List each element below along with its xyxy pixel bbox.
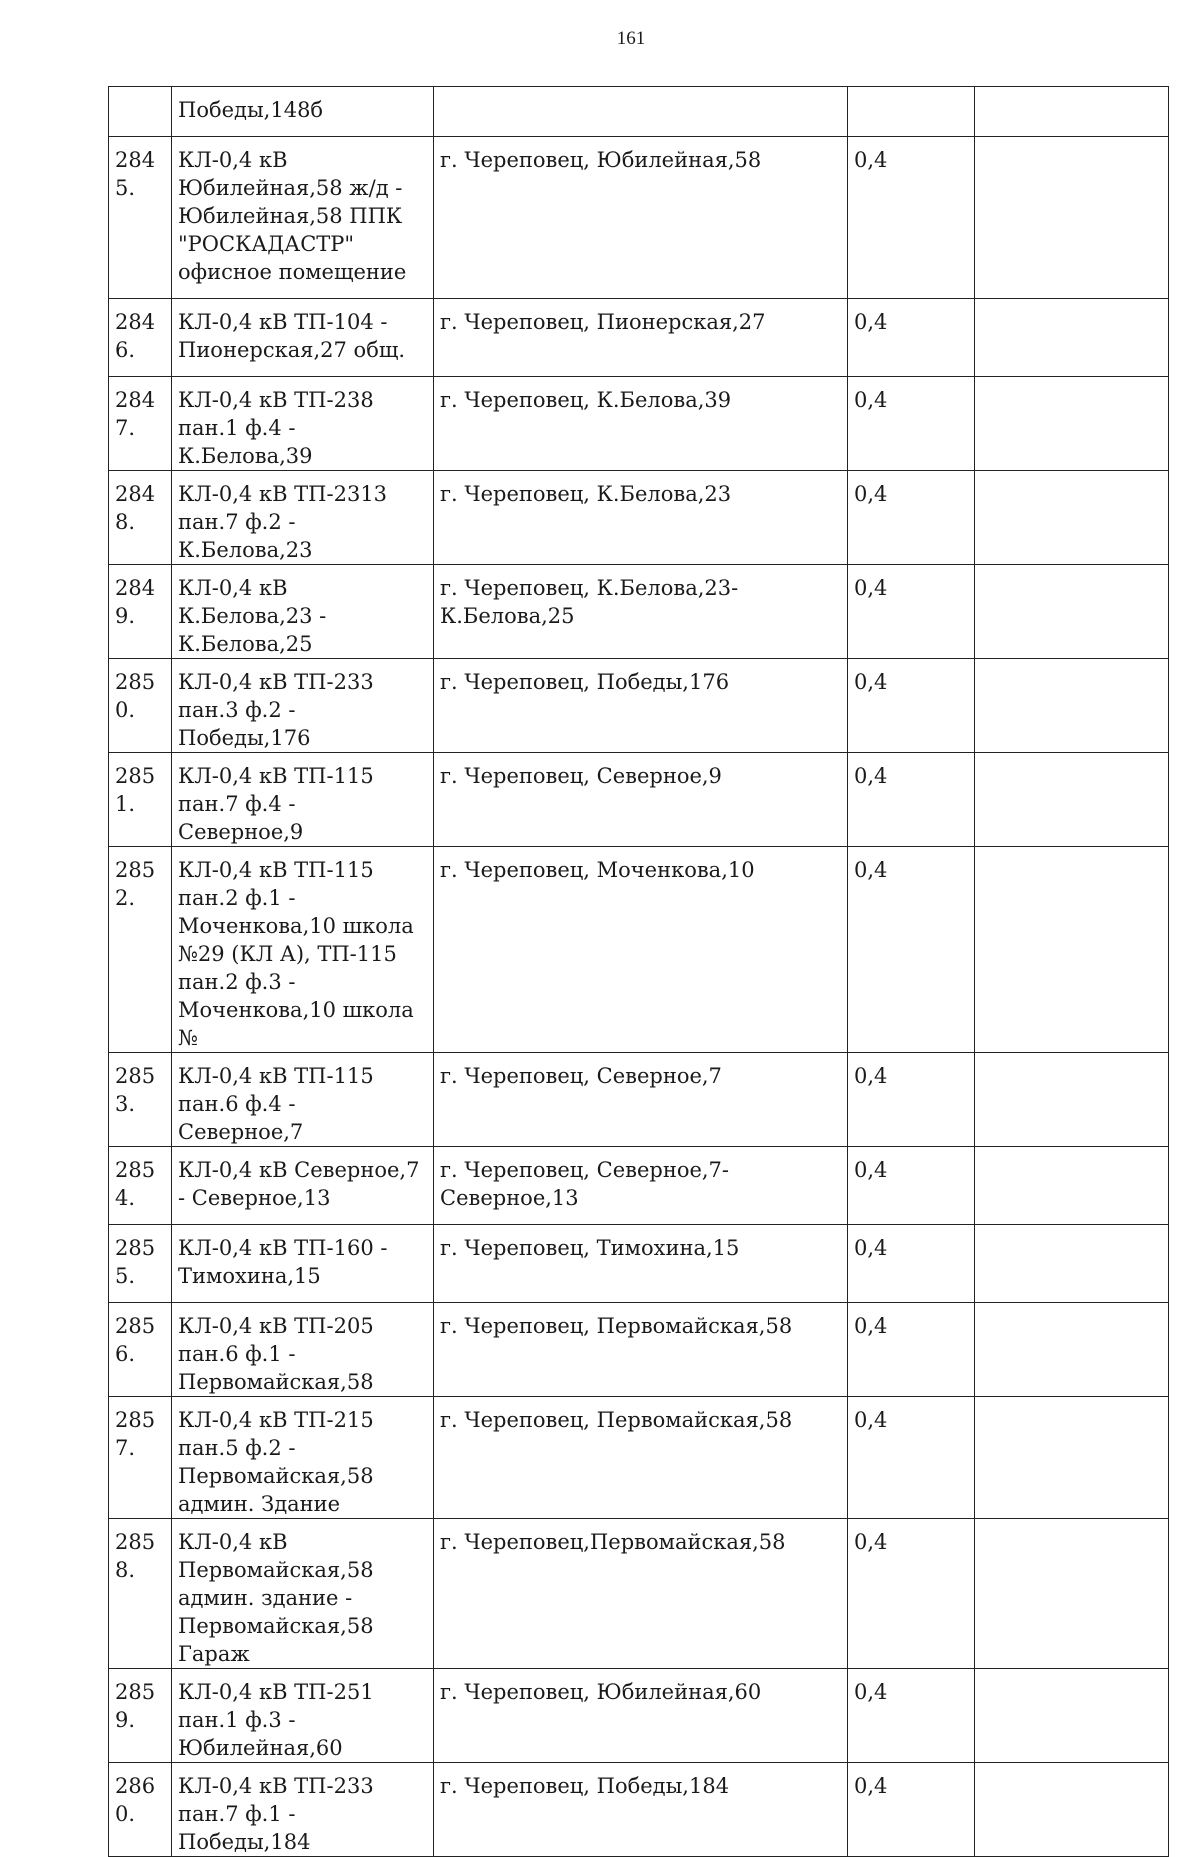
row-number: 2856. [109, 1303, 172, 1397]
line-name: КЛ-0,4 кВ ТП-251 пан.1 ф.3 - Юбилейная,60 [172, 1669, 434, 1763]
table-row [109, 1397, 1169, 1519]
row-number: 2845. [109, 137, 172, 299]
line-voltage: 0,4 [848, 377, 975, 471]
row-number: 2858. [109, 1519, 172, 1669]
line-extra [975, 847, 1169, 1053]
line-voltage: 0,4 [848, 565, 975, 659]
row-number [109, 87, 172, 137]
row-number: 2859. [109, 1669, 172, 1763]
line-voltage: 0,4 [848, 1303, 975, 1397]
line-address: г. Череповец, Пионерская,27 [434, 299, 848, 377]
line-address: г. Череповец, Северное,7 [434, 1053, 848, 1147]
table-row [109, 1147, 1169, 1225]
line-voltage: 0,4 [848, 1225, 975, 1303]
line-extra [975, 1303, 1169, 1397]
line-extra [975, 299, 1169, 377]
line-address: г. Череповец, Юбилейная,58 [434, 137, 848, 299]
line-voltage: 0,4 [848, 1147, 975, 1225]
line-name: КЛ-0,4 кВ ТП-215 пан.5 ф.2 - Первомайская,58 админ. Здание [172, 1397, 434, 1519]
line-extra [975, 565, 1169, 659]
line-extra [975, 753, 1169, 847]
line-address: г. Череповец, Моченкова,10 [434, 847, 848, 1053]
line-voltage: 0,4 [848, 299, 975, 377]
line-voltage: 0,4 [848, 847, 975, 1053]
row-number: 2850. [109, 659, 172, 753]
line-address: г. Череповец, Победы,184 [434, 1763, 848, 1857]
row-number: 2851. [109, 753, 172, 847]
line-name: КЛ-0,4 кВ Юбилейная,58 ж/д - Юбилейная,58 ППК "РОСКАДАСТР" офисное помещение [172, 137, 434, 299]
line-address: г. Череповец, Тимохина,15 [434, 1225, 848, 1303]
table-row [109, 1225, 1169, 1303]
line-name: КЛ-0,4 кВ ТП-115 пан.7 ф.4 - Северное,9 [172, 753, 434, 847]
line-voltage: 0,4 [848, 471, 975, 565]
table-row [109, 299, 1169, 377]
line-name: КЛ-0,4 кВ ТП-104 - Пионерская,27 общ. [172, 299, 434, 377]
line-extra [975, 1225, 1169, 1303]
line-voltage: 0,4 [848, 1519, 975, 1669]
cable-lines-table [108, 86, 1169, 1857]
line-address: г. Череповец, К.Белова,23 [434, 471, 848, 565]
row-number: 2846. [109, 299, 172, 377]
line-name: КЛ-0,4 кВ ТП-160 - Тимохина,15 [172, 1225, 434, 1303]
row-number: 2849. [109, 565, 172, 659]
line-address: г. Череповец, Первомайская,58 [434, 1303, 848, 1397]
table-row [109, 87, 1169, 137]
line-address [434, 87, 848, 137]
line-extra [975, 87, 1169, 137]
line-voltage: 0,4 [848, 1053, 975, 1147]
table-row [109, 377, 1169, 471]
line-name: КЛ-0,4 кВ ТП-115 пан.6 ф.4 - Северное,7 [172, 1053, 434, 1147]
row-number: 2853. [109, 1053, 172, 1147]
line-name: КЛ-0,4 кВ ТП-233 пан.7 ф.1 - Победы,184 [172, 1763, 434, 1857]
row-number: 2857. [109, 1397, 172, 1519]
row-number: 2860. [109, 1763, 172, 1857]
line-name: КЛ-0,4 кВ К.Белова,23 - К.Белова,25 [172, 565, 434, 659]
row-number: 2848. [109, 471, 172, 565]
line-extra [975, 377, 1169, 471]
line-address: г. Череповец, Юбилейная,60 [434, 1669, 848, 1763]
line-name: КЛ-0,4 кВ ТП-205 пан.6 ф.1 - Первомайская,58 [172, 1303, 434, 1397]
table-row [109, 137, 1169, 299]
table-row [109, 753, 1169, 847]
line-extra [975, 1519, 1169, 1669]
line-voltage [848, 87, 975, 137]
row-number: 2855. [109, 1225, 172, 1303]
line-name: КЛ-0,4 кВ Первомайская,58 админ. здание - Первомайская,58 Гараж [172, 1519, 434, 1669]
table-row [109, 1669, 1169, 1763]
line-name: КЛ-0,4 кВ ТП-238 пан.1 ф.4 - К.Белова,39 [172, 377, 434, 471]
line-address: г. Череповец, Первомайская,58 [434, 1397, 848, 1519]
line-name: КЛ-0,4 кВ ТП-115 пан.2 ф.1 - Моченкова,10 школа №29 (КЛ А), ТП-115 пан.2 ф.3 - Моченкова,10 школа № [172, 847, 434, 1053]
table-row [109, 847, 1169, 1053]
line-voltage: 0,4 [848, 753, 975, 847]
row-number: 2852. [109, 847, 172, 1053]
line-extra [975, 137, 1169, 299]
line-address: г. Череповец,Первомайская,58 [434, 1519, 848, 1669]
line-voltage: 0,4 [848, 1397, 975, 1519]
table-row [109, 1763, 1169, 1857]
line-address: г. Череповец, К.Белова,39 [434, 377, 848, 471]
line-name: КЛ-0,4 кВ ТП-2313 пан.7 ф.2 - К.Белова,23 [172, 471, 434, 565]
page-number: 161 [616, 28, 646, 49]
line-name: КЛ-0,4 кВ ТП-233 пан.3 ф.2 - Победы,176 [172, 659, 434, 753]
line-extra [975, 1763, 1169, 1857]
row-number: 2854. [109, 1147, 172, 1225]
line-extra [975, 1147, 1169, 1225]
line-address: г. Череповец, К.Белова,23- К.Белова,25 [434, 565, 848, 659]
row-number: 2847. [109, 377, 172, 471]
line-extra [975, 1053, 1169, 1147]
table-row [109, 1519, 1169, 1669]
line-voltage: 0,4 [848, 137, 975, 299]
line-address: г. Череповец, Победы,176 [434, 659, 848, 753]
line-extra [975, 471, 1169, 565]
line-name: КЛ-0,4 кВ Северное,7 - Северное,13 [172, 1147, 434, 1225]
table-row [109, 1053, 1169, 1147]
line-extra [975, 1397, 1169, 1519]
line-extra [975, 659, 1169, 753]
line-address: г. Череповец, Северное,7- Северное,13 [434, 1147, 848, 1225]
line-voltage: 0,4 [848, 1763, 975, 1857]
line-name: Победы,148б [172, 87, 434, 137]
table-row [109, 659, 1169, 753]
line-voltage: 0,4 [848, 1669, 975, 1763]
table-row [109, 565, 1169, 659]
line-address: г. Череповец, Северное,9 [434, 753, 848, 847]
line-voltage: 0,4 [848, 659, 975, 753]
table-row [109, 1303, 1169, 1397]
table-row [109, 471, 1169, 565]
line-extra [975, 1669, 1169, 1763]
